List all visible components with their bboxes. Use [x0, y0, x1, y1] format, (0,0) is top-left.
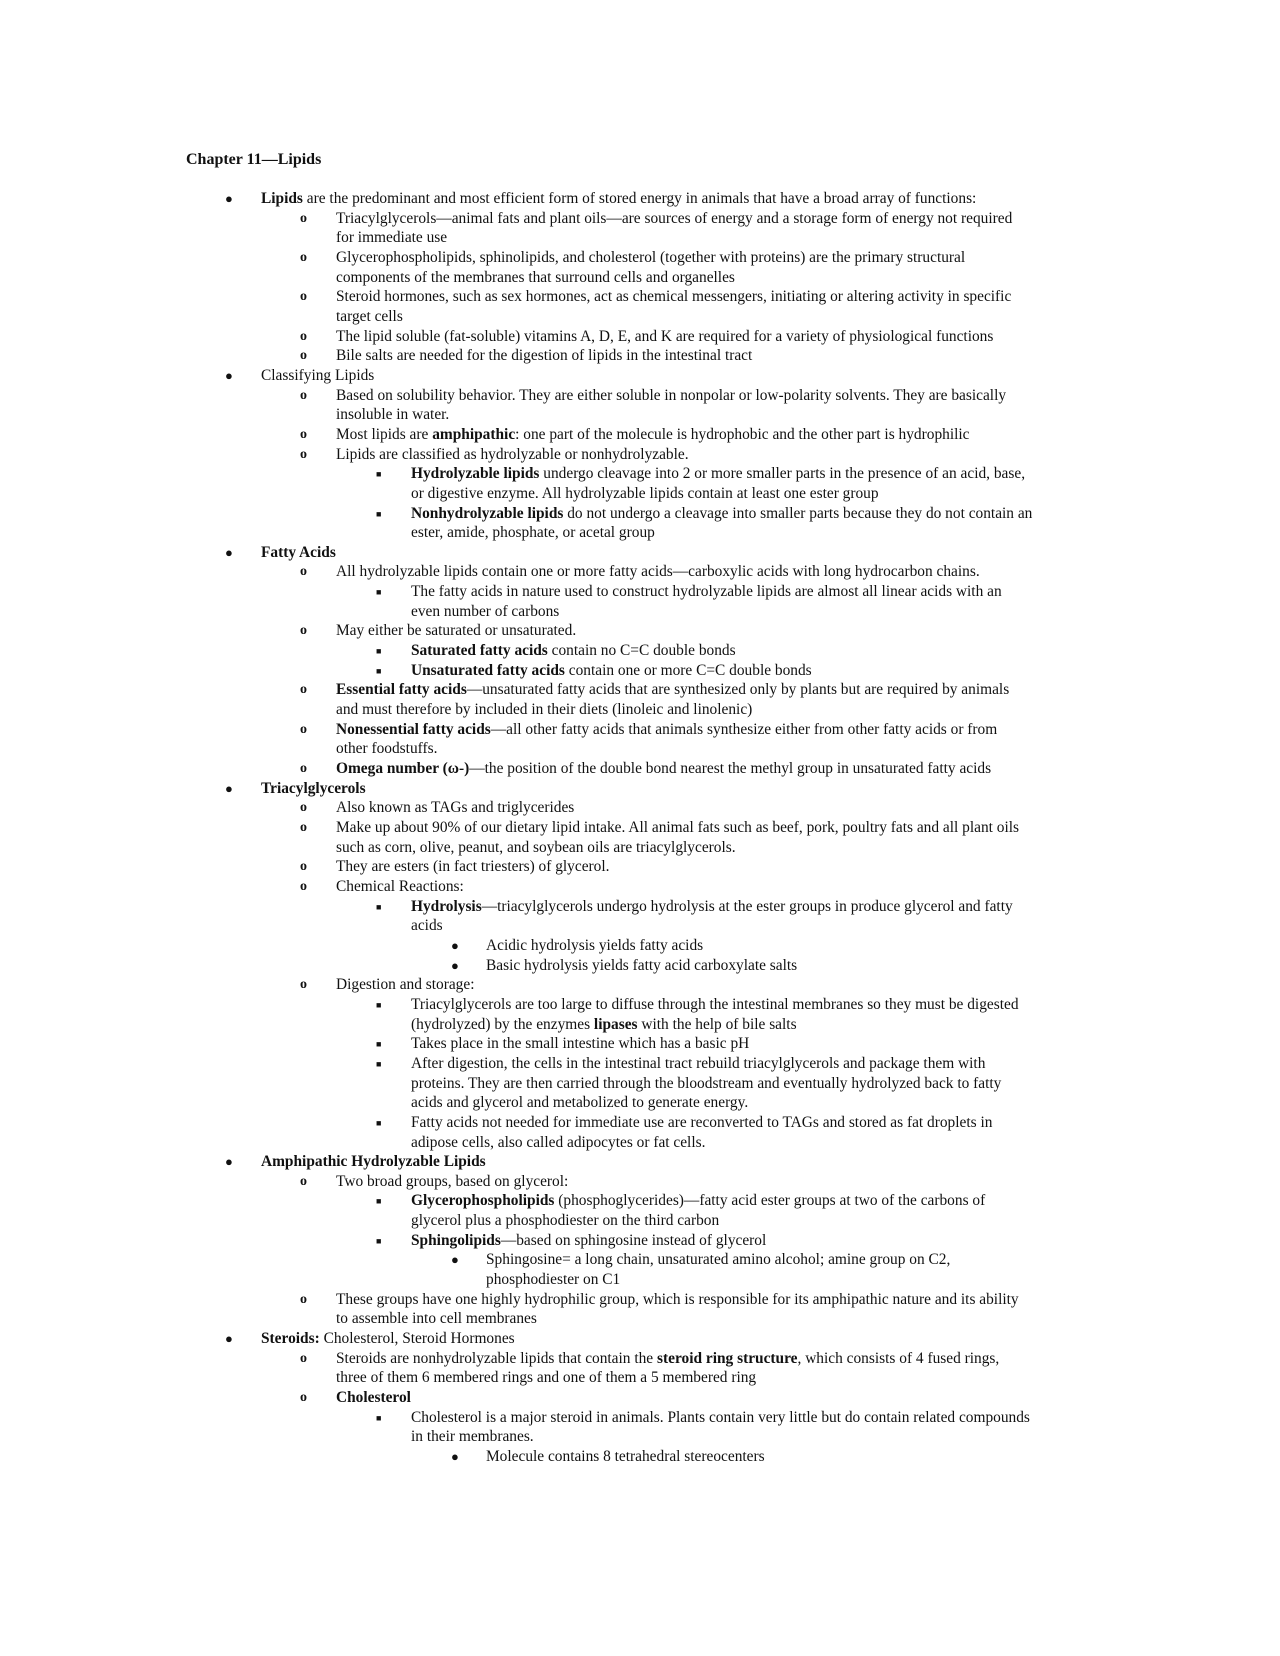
line-text: ester, amide, phosphate, or acetal group [411, 524, 655, 542]
line-text: Steroid hormones, such as sex hormones, act as chemical messengers, initiating or altering activity in specific [336, 288, 1012, 306]
line-text: Triacylglycerols are too large to diffuse through the intestinal membranes so they must be digested [411, 995, 1019, 1013]
outline-line-level-2 [0, 759, 1280, 779]
line-text: , which consists of 4 fused rings, [797, 1349, 1000, 1367]
line-text: other foodstuffs. [336, 740, 438, 758]
outline-line-level-1 [0, 1152, 1280, 1172]
bold-term: Hydrolysis [411, 897, 482, 915]
outline-line-level-3 [0, 602, 1280, 622]
bullet-marker-icon: ■ [376, 1235, 382, 1246]
line-text: —triacylglycerols undergo hydrolysis at the ester groups in produce glycerol and fatty [481, 897, 1013, 915]
line-text: insoluble in water. [336, 406, 450, 424]
outline-line-level-3 [0, 1408, 1280, 1428]
line-text: (hydrolyzed) by the enzymes [411, 1015, 594, 1033]
line-text: After digestion, the cells in the intestinal tract rebuild triacylglycerols and package them with [411, 1054, 986, 1072]
outline-line-level-2 [0, 680, 1280, 700]
line-text: —based on sphingosine instead of glycerol [500, 1231, 767, 1249]
bold-term: Triacylglycerols [261, 779, 366, 797]
bold-term: lipases [593, 1015, 638, 1033]
line-text: undergo cleavage into 2 or more smaller parts in the presence of an acid, base, [539, 465, 1026, 483]
outline-line-level-1 [0, 543, 1280, 563]
outline-line-level-4 [0, 956, 1280, 976]
line-text: They are esters (in fact triesters) of glycerol. [336, 858, 610, 876]
outline-line-level-3 [0, 1191, 1280, 1211]
bullet-marker-icon: o [300, 682, 307, 698]
line-text: such as corn, olive, peanut, and soybean oils are triacylglycerols. [336, 838, 736, 856]
bullet-marker-icon: ● [451, 937, 459, 953]
bullet-marker-icon: ● [451, 957, 459, 973]
outline-line-level-2 [0, 1172, 1280, 1192]
outline-line-level-1 [0, 366, 1280, 386]
line-text: Chemical Reactions: [336, 877, 464, 895]
bullet-marker-icon: o [300, 977, 307, 993]
bullet-marker-icon: o [300, 761, 307, 777]
bullet-marker-icon: ● [225, 544, 233, 560]
outline-line-level-2 [0, 425, 1280, 445]
outline-line-level-2 [0, 228, 1280, 248]
outline-line-level-4 [0, 1250, 1280, 1270]
outline-line-level-3 [0, 1231, 1280, 1251]
outline-content [0, 189, 1280, 1467]
outline-line-level-3 [0, 484, 1280, 504]
outline-line-level-2 [0, 798, 1280, 818]
outline-line-level-2 [0, 1349, 1280, 1369]
bullet-marker-icon: o [300, 249, 307, 265]
outline-line-level-2 [0, 268, 1280, 288]
line-text: Steroids are nonhydrolyzable lipids that contain the [336, 1349, 657, 1367]
outline-line-level-2 [0, 1368, 1280, 1388]
outline-line-level-2 [0, 720, 1280, 740]
bullet-marker-icon: o [300, 1173, 307, 1189]
outline-line-level-3 [0, 523, 1280, 543]
line-text: to assemble into cell membranes [336, 1310, 537, 1328]
bold-term: Essential fatty acids [336, 681, 467, 699]
bullet-marker-icon: ■ [376, 901, 382, 912]
bullet-marker-icon: o [300, 564, 307, 580]
bullet-marker-icon: o [300, 820, 307, 835]
line-text: —the position of the double bond nearest the methyl group in unsaturated fatty acids [469, 760, 992, 778]
line-text: Classifying Lipids [261, 366, 375, 384]
line-text: components of the membranes that surround cells and organelles [336, 268, 735, 286]
line-text: Glycerophospholipids, sphinolipids, and cholesterol (together with proteins) are the primary structural [336, 248, 966, 266]
line-text: Lipids are classified as hydrolyzable or nonhydrolyzable. [336, 445, 689, 463]
outline-line-level-2 [0, 621, 1280, 641]
bullet-marker-icon: o [300, 289, 307, 305]
line-text: Cholesterol is a major steroid in animals. Plants contain very little but do contain related compounds [411, 1408, 1030, 1426]
outline-line-level-3 [0, 897, 1280, 917]
line-text: do not undergo a cleavage into smaller parts because they do not contain an [563, 504, 1033, 522]
bold-term: Lipids [261, 190, 303, 207]
bold-term: Unsaturated fatty acids [411, 661, 565, 679]
line-text: Based on solubility behavior. They are either soluble in nonpolar or low-polarity solvents. They are basically [336, 386, 1007, 404]
outline-line-level-1 [0, 779, 1280, 799]
outline-line-level-3 [0, 582, 1280, 602]
outline-line-level-2 [0, 405, 1280, 425]
outline-line-level-3 [0, 1093, 1280, 1113]
line-text: even number of carbons [411, 602, 560, 620]
line-text: Triacylglycerols—animal fats and plant oils—are sources of energy and a storage form of energy not required [336, 209, 1013, 227]
line-text: Sphingosine= a long chain, unsaturated amino alcohol; amine group on C2, [486, 1251, 951, 1269]
outline-line-level-2 [0, 386, 1280, 406]
line-text: for immediate use [336, 229, 448, 247]
line-text: Also known as TAGs and triglycerides [336, 799, 575, 817]
outline-line-level-2 [0, 877, 1280, 897]
bullet-marker-icon: o [300, 348, 307, 364]
bold-term: Omega number (ω-) [336, 760, 470, 778]
outline-line-level-3 [0, 1015, 1280, 1035]
line-text: with the help of bile salts [637, 1015, 797, 1033]
bullet-marker-icon: o [300, 328, 307, 344]
line-text: acids and glycerol and metabolized to generate energy. [411, 1094, 749, 1112]
line-text: are the predominant and most efficient form of stored energy in animals that have a broad array of functions: [302, 190, 977, 207]
bullet-marker-icon: ● [225, 367, 233, 383]
bullet-marker-icon: o [300, 1390, 307, 1406]
line-text: or digestive enzyme. All hydrolyzable lipids contain at least one ester group [411, 484, 879, 502]
outline-line-level-2 [0, 1309, 1280, 1329]
outline-line-level-3 [0, 916, 1280, 936]
bold-term: Hydrolyzable lipids [411, 465, 540, 483]
bold-term: amphipathic [432, 425, 516, 443]
outline-line-level-2 [0, 248, 1280, 268]
bold-term: Nonessential fatty acids [336, 720, 491, 738]
bold-term: Saturated fatty acids [411, 642, 548, 660]
bullet-marker-icon: ■ [376, 508, 382, 519]
line-text: May either be saturated or unsaturated. [336, 622, 577, 640]
bold-term: Sphingolipids [411, 1231, 501, 1249]
outline-line-level-2 [0, 445, 1280, 465]
line-text: adipose cells, also called adipocytes or fat cells. [411, 1133, 706, 1151]
line-text: Basic hydrolysis yields fatty acid carboxylate salts [486, 956, 798, 974]
line-text: and must therefore by included in their diets (linoleic and linolenic) [336, 701, 753, 719]
bullet-marker-icon: o [300, 721, 307, 737]
outline-line-level-3 [0, 1054, 1280, 1074]
outline-line-level-2 [0, 838, 1280, 858]
outline-line-level-3 [0, 464, 1280, 484]
bullet-marker-icon: ■ [376, 469, 382, 480]
line-text: contain no C=C double bonds [547, 642, 736, 660]
bold-term: Fatty Acids [261, 543, 336, 561]
bullet-marker-icon: ● [225, 780, 233, 796]
outline-line-level-2 [0, 562, 1280, 582]
outline-line-level-3 [0, 1034, 1280, 1054]
line-text: Molecule contains 8 tetrahedral stereocenters [486, 1448, 765, 1465]
line-text: Make up about 90% of our dietary lipid intake. All animal fats such as beef, pork, poultry fats and all plant oils [336, 819, 1020, 836]
outline-line-level-4 [0, 936, 1280, 956]
bullet-marker-icon: o [300, 1291, 307, 1307]
line-text: three of them 6 membered rings and one of them a 5 membered ring [336, 1369, 757, 1387]
bullet-marker-icon: ● [225, 191, 233, 206]
bullet-marker-icon: ● [225, 1331, 233, 1347]
line-text: Most lipids are [336, 425, 433, 443]
outline-line-level-4 [0, 1447, 1280, 1467]
outline-line-level-2 [0, 209, 1280, 229]
bold-term: Nonhydrolyzable lipids [411, 504, 564, 522]
bold-term: steroid ring structure [657, 1349, 798, 1367]
line-text: glycerol plus a phosphodiester on the third carbon [411, 1212, 720, 1230]
bullet-marker-icon: o [300, 878, 307, 894]
line-text: Cholesterol, Steroid Hormones [319, 1330, 515, 1348]
line-text: phosphodiester on C1 [486, 1271, 621, 1289]
bold-term: Cholesterol [336, 1389, 411, 1407]
bullet-marker-icon: ■ [376, 999, 382, 1010]
bullet-marker-icon: o [300, 426, 307, 442]
bullet-marker-icon: ■ [376, 1058, 382, 1069]
line-text: These groups have one highly hydrophilic group, which is responsible for its amphipathic nature and its ability [336, 1290, 1019, 1308]
line-text: target cells [336, 307, 403, 325]
bullet-marker-icon: ■ [376, 1039, 382, 1050]
outline-line-level-1 [0, 189, 1280, 209]
line-text: —all other fatty acids that animals synthesize either from other fatty acids or from [490, 720, 998, 738]
line-text: Fatty acids not needed for immediate use are reconverted to TAGs and stored as fat droplets in [411, 1113, 993, 1131]
bullet-marker-icon: ■ [376, 587, 382, 598]
bullet-marker-icon: o [300, 1350, 307, 1366]
outline-line-level-3 [0, 995, 1280, 1015]
outline-line-level-3 [0, 1113, 1280, 1133]
bullet-marker-icon: ■ [376, 665, 382, 676]
outline-line-level-3 [0, 1427, 1280, 1447]
page-title: Chapter 11—Lipids [186, 151, 322, 168]
line-text: —unsaturated fatty acids that are synthesized only by plants but are required by animals [466, 681, 1010, 699]
line-text: The fatty acids in nature used to construct hydrolyzable lipids are almost all linear acids with an [411, 583, 1002, 601]
line-text: Digestion and storage: [336, 976, 475, 994]
outline-line-level-2 [0, 1290, 1280, 1310]
line-text: (phosphoglycerides)—fatty acid ester groups at two of the carbons of [554, 1192, 986, 1210]
outline-line-level-3 [0, 1074, 1280, 1094]
bold-term: Steroids: [261, 1330, 320, 1348]
bullet-marker-icon: ■ [376, 1196, 382, 1207]
bullet-marker-icon: o [300, 210, 307, 226]
bullet-marker-icon: ■ [376, 1412, 382, 1423]
bold-term: Amphipathic Hydrolyzable Lipids [261, 1153, 486, 1171]
line-text: The lipid soluble (fat-soluble) vitamins A, D, E, and K are required for a variety of physiological functions [336, 327, 994, 345]
outline-line-level-2 [0, 346, 1280, 366]
outline-line-level-1 [0, 1329, 1280, 1349]
bullet-marker-icon: o [300, 859, 307, 875]
outline-line-level-2 [0, 700, 1280, 720]
bullet-marker-icon: ● [225, 1154, 233, 1170]
line-text: : one part of the molecule is hydrophobic and the other part is hydrophilic [515, 425, 970, 443]
outline-line-level-3 [0, 661, 1280, 681]
outline-line-level-2 [0, 739, 1280, 759]
line-text: contain one or more C=C double bonds [564, 661, 812, 679]
outline-line-level-3 [0, 1133, 1280, 1153]
line-text: Takes place in the small intestine which has a basic pH [411, 1035, 750, 1053]
outline-line-level-2 [0, 307, 1280, 327]
line-text: in their membranes. [411, 1428, 534, 1446]
bullet-marker-icon: ■ [376, 1117, 382, 1128]
outline-line-level-4 [0, 1270, 1280, 1290]
line-text: Acidic hydrolysis yields fatty acids [486, 936, 704, 954]
outline-line-level-3 [0, 641, 1280, 661]
bullet-marker-icon: ● [451, 1449, 459, 1464]
outline-line-level-3 [0, 504, 1280, 524]
bold-term: Glycerophospholipids [411, 1192, 555, 1210]
line-text: Bile salts are needed for the digestion of lipids in the intestinal tract [336, 347, 753, 365]
outline-line-level-2 [0, 975, 1280, 995]
bullet-marker-icon: ● [451, 1252, 459, 1268]
outline-line-level-2 [0, 857, 1280, 877]
outline-line-level-2 [0, 818, 1280, 838]
line-text: proteins. They are then carried through the bloodstream and eventually hydrolyzed back to fatty [411, 1074, 1002, 1092]
bullet-marker-icon: o [300, 387, 307, 403]
bullet-marker-icon: o [300, 446, 307, 462]
bullet-marker-icon: o [300, 800, 307, 816]
line-text: acids [411, 917, 443, 935]
outline-line-level-2 [0, 1388, 1280, 1408]
bullet-marker-icon: ■ [376, 646, 382, 657]
line-text: All hydrolyzable lipids contain one or more fatty acids—carboxylic acids with long hydrocarbon chains. [336, 563, 980, 581]
bullet-marker-icon: o [300, 623, 307, 639]
outline-line-level-2 [0, 327, 1280, 347]
outline-line-level-2 [0, 287, 1280, 307]
line-text: Two broad groups, based on glycerol: [336, 1172, 569, 1190]
outline-line-level-3 [0, 1211, 1280, 1231]
